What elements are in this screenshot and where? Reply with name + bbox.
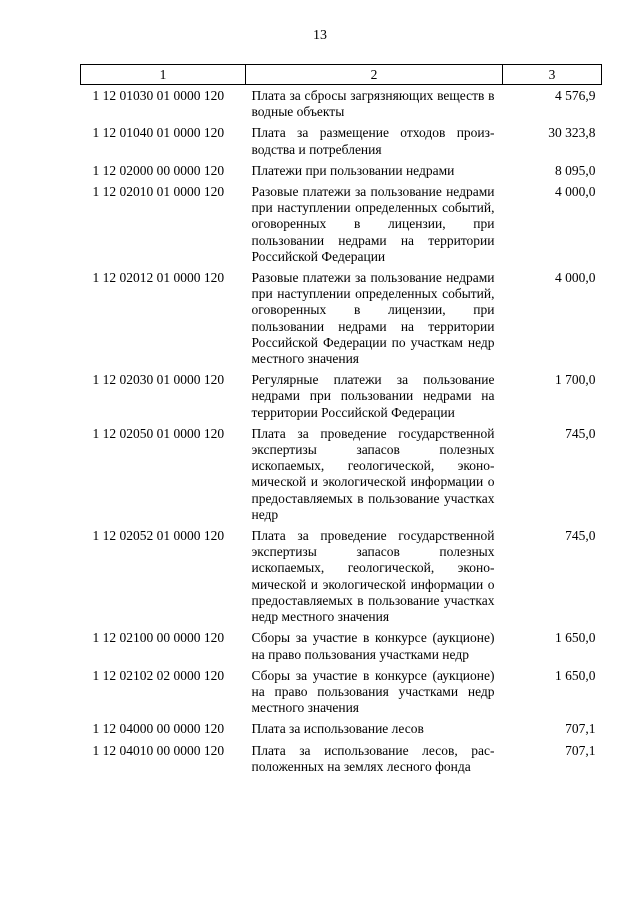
table-row xyxy=(81,182,602,268)
header-row xyxy=(81,65,602,85)
table-row xyxy=(81,85,602,124)
row-name: Плата за размещение отходов производства и потребления xyxy=(251,125,495,157)
row-amount: 745,0 xyxy=(565,425,596,441)
table-row xyxy=(81,123,602,160)
row-name: Разовые платежи за пользование недрами при наступлении определенных событий, оговоренных в лицензии, при пользовании недрами на территории Российской Федерации xyxy=(251,184,495,264)
row-amount: 4 576,9 xyxy=(555,88,596,103)
row-code: 1 12 02050 01 0000 120 xyxy=(92,425,225,441)
table-row xyxy=(81,719,602,740)
column-header-amount: 3 xyxy=(503,65,602,85)
row-amount: 4 000,0 xyxy=(555,184,596,200)
row-code: 1 12 01030 01 0000 120 xyxy=(92,88,225,103)
row-name: Плата за проведение государственной экспертизы запасов полезных ископаемых, геологической, экономической и экологической информации о предоставляемых в пользование участках недр xyxy=(251,425,495,522)
row-name: Регулярные платежи за пользование недрами при пользовании недрами на территории Российской Федерации xyxy=(251,372,495,420)
row-amount: 1 650,0 xyxy=(555,630,596,646)
row-amount: 30 323,8 xyxy=(548,125,596,141)
table-row xyxy=(81,161,602,182)
row-amount: 8 095,0 xyxy=(555,162,596,178)
row-code: 1 12 01040 01 0000 120 xyxy=(92,125,225,141)
row-code: 1 12 02010 01 0000 120 xyxy=(92,184,225,200)
table-row xyxy=(81,424,602,526)
row-amount: 707,1 xyxy=(565,721,596,737)
row-amount: 1 700,0 xyxy=(555,372,596,388)
row-code: 1 12 02012 01 0000 120 xyxy=(92,270,225,286)
row-code: 1 12 02030 01 0000 120 xyxy=(92,372,225,388)
table-row xyxy=(81,741,602,778)
row-amount: 745,0 xyxy=(565,528,596,544)
table-row xyxy=(81,526,602,628)
row-name: Плата за использование лесов xyxy=(251,721,424,737)
table-row xyxy=(81,370,602,424)
row-name: Плата за использование лесов, расположенных на землях лесного фонда xyxy=(251,742,495,774)
row-code: 1 12 04010 00 0000 120 xyxy=(92,742,225,758)
row-name: Разовые платежи за пользование недрами при наступлении определенных событий, оговоренных в лицензии, при пользовании недрами на территории Российской Федерации по участкам недр местного значения xyxy=(251,270,495,367)
table-row xyxy=(81,666,602,720)
row-code: 1 12 02100 00 0000 120 xyxy=(92,630,225,646)
revenue-table xyxy=(80,64,602,778)
row-name: Сборы за участие в конкурсе (аукционе) на право пользования участками недр местного значения xyxy=(251,667,495,716)
row-name: Сборы за участие в конкурсе (аукционе) на право пользования участками недр xyxy=(251,630,495,662)
row-name: Плата за проведение государственной экспертизы запасов полезных ископаемых, геологической, экономической и экологической информации о предоставляемых в пользование участках недр местного значения xyxy=(251,528,495,625)
row-code: 1 12 04000 00 0000 120 xyxy=(92,721,225,737)
row-amount: 707,1 xyxy=(565,742,596,758)
column-header-code: 1 xyxy=(81,65,246,85)
page-number: 13 xyxy=(313,28,327,43)
row-code: 1 12 02102 02 0000 120 xyxy=(92,667,225,683)
table-row xyxy=(81,628,602,665)
table-body xyxy=(81,85,602,778)
row-amount: 1 650,0 xyxy=(555,667,596,683)
row-code: 1 12 02000 00 0000 120 xyxy=(92,162,225,178)
row-name: Платежи при пользовании недрами xyxy=(251,162,455,178)
table-header xyxy=(81,65,602,85)
row-name: Плата за сбросы загрязняющих веществ в водные объекты xyxy=(251,88,495,120)
table-row xyxy=(81,268,602,370)
row-code: 1 12 02052 01 0000 120 xyxy=(92,528,225,544)
column-header-name: 2 xyxy=(246,65,503,85)
row-amount: 4 000,0 xyxy=(555,270,596,286)
